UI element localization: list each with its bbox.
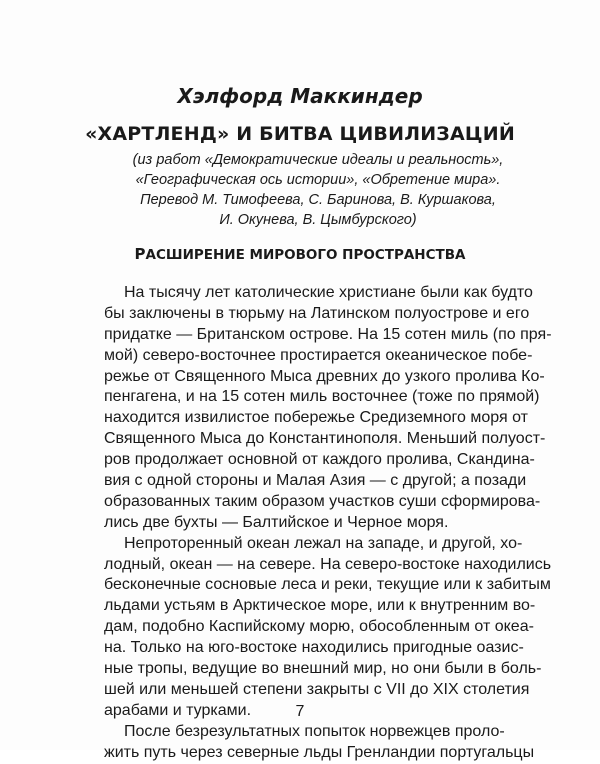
text-line: режье от Священного Мыса древних до узкого пролива Ко-: [104, 367, 545, 385]
text-line: Священного Мыса до Константинополя. Меньший полуост-: [104, 430, 546, 448]
page-number: 7: [295, 703, 305, 720]
text-line: шей или меньшей степени закрыты с VII до XIX столетия: [104, 680, 530, 698]
text-line: вия с одной стороны и Малая Азия — с другой; а позади: [104, 472, 527, 490]
chapter-title: «ХАРТЛЕНД» И БИТВА ЦИВИЛИЗАЦИЙ: [85, 123, 515, 145]
text-line: придатке — Британском острове. На 15 сотен миль (по пря-: [104, 325, 552, 343]
text-line: ров продолжает основной от каждого пролива, Скандина-: [104, 451, 535, 469]
text-line: образованных таким образом участков суши сформирова-: [104, 492, 541, 510]
author-name: Хэлфорд Маккиндер: [177, 84, 423, 108]
text-line: бесконечные сосновые леса и реки, текущие или к забитым: [104, 576, 551, 594]
text-line: льдами устьям в Арктическое море, или к внутренним во-: [104, 597, 536, 615]
text-line: бы заключены в тюрьму на Латинском полуострове и его: [104, 304, 530, 322]
text-line: на. Только на юго-востоке находились пригодные оазис-: [104, 639, 524, 657]
text-line: лодный, океан — на севере. На северо-востоке находились: [104, 555, 552, 573]
text-line: жить путь через северные льды Гренландии португальцы: [104, 743, 535, 761]
source-note-line: «Географическая ось истории», «Обретение мира».: [135, 172, 501, 188]
source-note-line: И. Окунева, В. Цымбурского): [219, 212, 417, 228]
text-line: На тысячу лет католические христиане были как будто: [124, 284, 533, 301]
text-line: ные тропы, ведущие во внешний мир, но они были в боль-: [104, 660, 542, 678]
text-line: находится извилистое побережье Средиземного моря от: [104, 409, 528, 427]
text-line: дам, подобно Каспийскому морю, обособленным от океа-: [104, 618, 534, 636]
source-note-line: Перевод М. Тимофеева, С. Баринова, В. Куршакова,: [140, 192, 496, 208]
body-text: [104, 283, 552, 763]
section-heading-rest: АСШИРЕНИЕ МИРОВОГО ПРОСТРАНСТВА: [145, 247, 466, 263]
text-line: После безрезультатных попыток норвежцев проло-: [124, 722, 505, 740]
text-line: лись две бухты — Балтийское и Черное моря.: [104, 513, 449, 531]
text-line: Непроторенный океан лежал на западе, и другой, хо-: [124, 534, 523, 552]
text-line: пенгагена, и на 15 сотен миль восточнее (тоже по прямой): [104, 388, 540, 406]
source-note: [118, 150, 518, 230]
section-heading: [0, 245, 600, 263]
section-heading-initial: Р: [134, 245, 146, 263]
source-note-line: (из работ «Демократические идеалы и реальность»,: [132, 152, 504, 168]
text-line: арабами и турками.: [104, 701, 252, 719]
text-line: мой) северо-восточнее простирается океаническое побе-: [104, 346, 533, 364]
